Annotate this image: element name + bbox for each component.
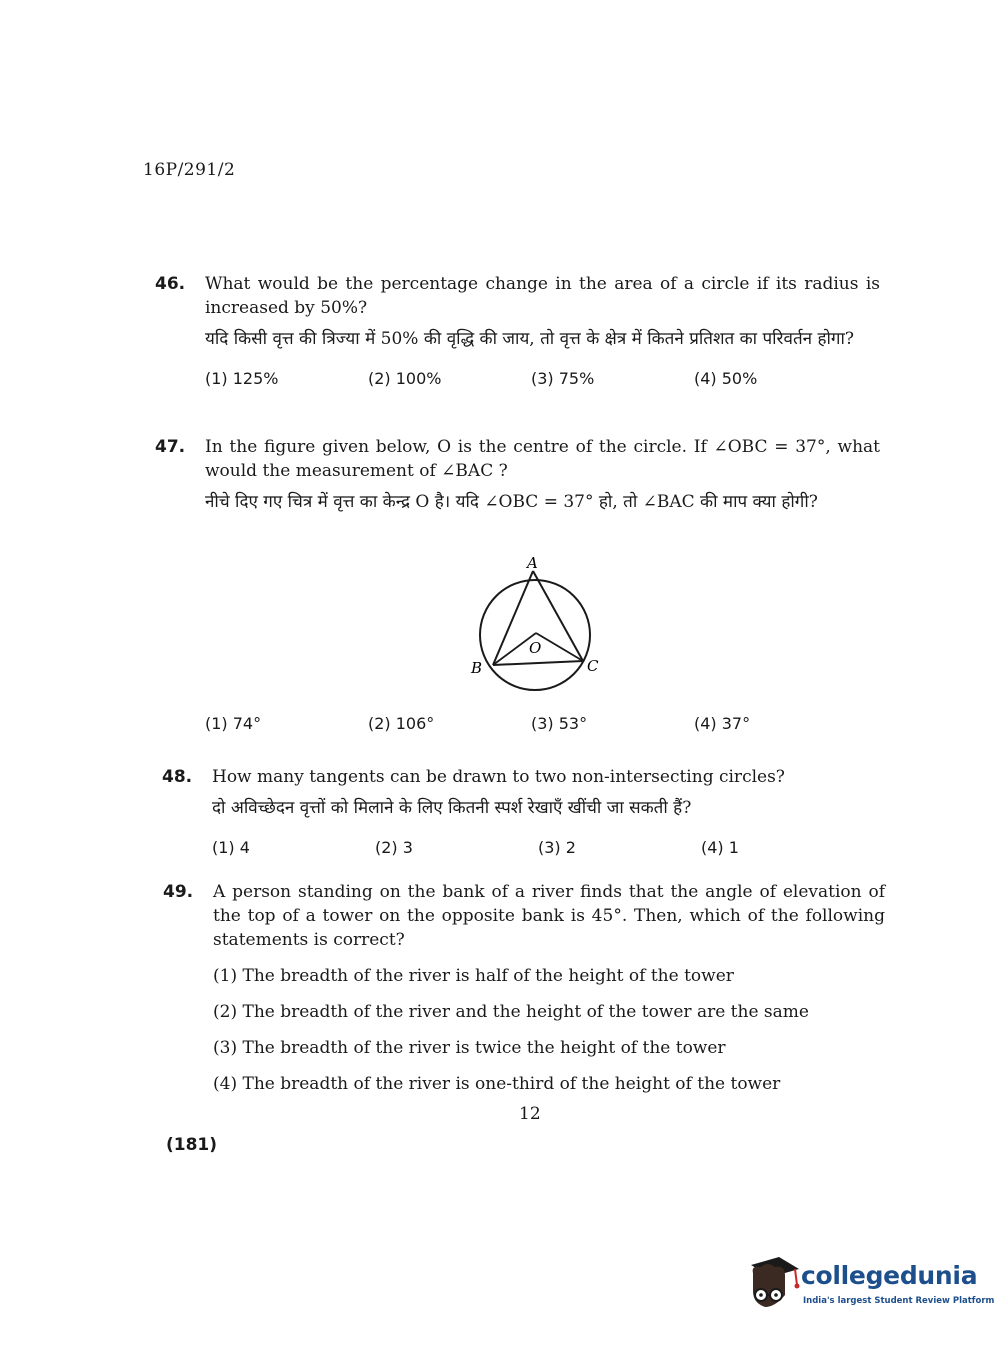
question-text-en: How many tangents can be drawn to two non-intersecting circles?	[212, 767, 785, 787]
brand-tagline: India's largest Student Review Platform	[803, 1296, 995, 1306]
paper-code: 16P/291/2	[143, 160, 236, 180]
collegedunia-watermark	[745, 1255, 995, 1315]
option-4: (4) 1	[701, 838, 739, 857]
brand-name: collegedunia	[801, 1261, 978, 1290]
option-3: (3) The breadth of the river is twice the height of the tower	[213, 1038, 726, 1058]
options	[212, 836, 887, 860]
option-1: (1) The breadth of the river is half of the height of the tower	[213, 966, 734, 986]
option-2: (2) 106°	[368, 714, 435, 733]
option-4: (4) The breadth of the river is one-third of the height of the tower	[213, 1074, 781, 1094]
question-49	[163, 880, 885, 1096]
option-4: (4) 37°	[694, 714, 751, 733]
options	[205, 712, 880, 736]
option-4: (4) 50%	[694, 369, 758, 388]
question-47-options	[155, 712, 880, 736]
question-48	[162, 765, 887, 860]
label-c: C	[587, 657, 599, 675]
question-number: 49.	[163, 882, 194, 902]
question-number: 47.	[155, 437, 186, 457]
question-text-en: What would be the percentage change in the area of a circle if its radius is increased by 50%?	[205, 274, 880, 318]
option-2: (2) 3	[375, 838, 413, 857]
option-2: (2) 100%	[368, 369, 442, 388]
option-1: (1) 74°	[205, 714, 262, 733]
label-b: B	[471, 659, 483, 677]
option-1: (1) 4	[212, 838, 250, 857]
question-46	[155, 272, 880, 391]
circle-figure	[465, 553, 605, 698]
question-47	[155, 435, 880, 516]
option-2: (2) The breadth of the river and the height of the tower are the same	[213, 1002, 809, 1022]
label-a: A	[527, 554, 538, 572]
footer-code: (181)	[166, 1135, 218, 1155]
question-text-hi: दो अविच्छेदन वृत्तों को मिलाने के लिए कितनी स्पर्श रेखाएँ खींची जा सकती हैं?	[212, 798, 692, 818]
option-3: (3) 53°	[531, 714, 588, 733]
question-text-en: A person standing on the bank of a river finds that the angle of elevation of the top of a tower on the opposite bank is 45°. Then, which of the following statements is correct?	[213, 882, 885, 950]
option-3: (3) 2	[538, 838, 576, 857]
options	[205, 367, 880, 391]
question-number: 46.	[155, 274, 186, 294]
page-number: 12	[519, 1104, 541, 1124]
question-text-hi: यदि किसी वृत्त की त्रिज्या में 50% की वृद्धि की जाय, तो वृत्त के क्षेत्र में कितने प्रतिशत का परिवर्तन होगा?	[205, 329, 854, 349]
question-text-hi: नीचे दिए गए चित्र में वृत्त का केन्द्र O है। यदि ∠OBC = 37° हो, तो ∠BAC की माप क्या होगी?	[205, 492, 818, 512]
question-number: 48.	[162, 767, 193, 787]
option-1: (1) 125%	[205, 369, 279, 388]
options	[213, 964, 885, 1096]
label-o: O	[529, 639, 542, 657]
question-text-en: In the figure given below, O is the centre of the circle. If ∠OBC = 37°, what would the measurement of ∠BAC ?	[205, 437, 880, 481]
option-3: (3) 75%	[531, 369, 595, 388]
mascot-icon	[745, 1255, 801, 1315]
